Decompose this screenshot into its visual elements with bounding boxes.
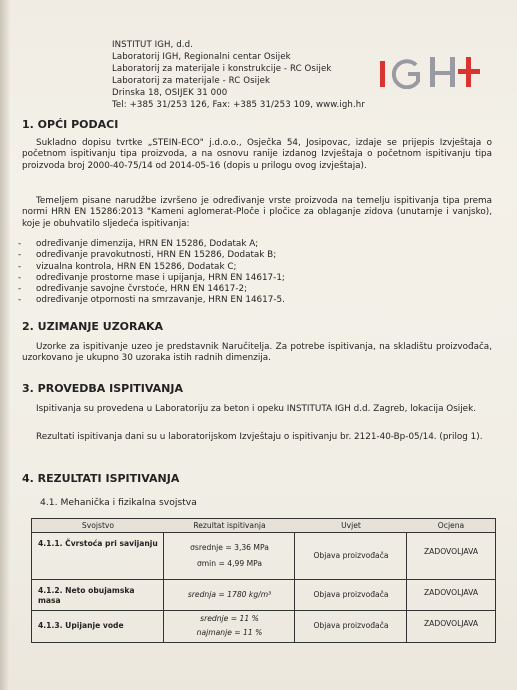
row-condition: Objava proizvođača	[313, 590, 389, 599]
test-list	[18, 239, 285, 307]
row-result: σsrednje = 3,36 MPa	[190, 543, 269, 552]
list-item: - određivanje dimenzija, HRN EN 15286, Dodatak A;	[18, 239, 259, 249]
table-row	[32, 580, 495, 611]
paragraph: Rezultati ispitivanja dani su u laboratorijskom Izvještaju o ispitivanju br. 2121-40-Bp-05/14. (prilog 1).	[36, 432, 483, 442]
row-grade: ZADOVOLJAVA	[423, 619, 479, 628]
row-result: srednja = 1780 kg/m³	[187, 590, 272, 599]
table-row	[32, 533, 495, 580]
org-line: INSTITUT IGH, d.d.	[112, 40, 194, 50]
org-line: Laboratorij za materijale i konstrukcije - RC Osijek	[112, 64, 332, 74]
paragraph: Uzorke za ispitivanje uzeo je predstavnik Naručitelja. Za potrebe ispitivanja, na skladištu proizvođača, uzorkovano je ukupno 30 uzoraka istih radnih dimenzija.	[22, 342, 492, 364]
row-property: 4.1.3. Upijanje vode	[38, 621, 124, 630]
list-item: - vizualna kontrola, HRN EN 15286, Dodatak C;	[18, 261, 237, 272]
section-title: 2. UZIMANJE UZORAKA	[22, 320, 164, 333]
paragraph: Sukladno dopisu tvrtke „STEIN-ECO" j.d.o.o., Osječka 54, Josipovac, izdaje se prijepis Izvještaja o početnom ispitivanju tipa proizvoda, a na osnovu ranije izdanog Izvještaja o početnom ispitivanju tipa proizvoda broj 2000-40-75/14 od 2014-05-16 (dopis u prilogu ovog izvještaja).	[22, 138, 492, 171]
row-result: srednje = 11 %	[200, 614, 259, 623]
paragraph: Temeljem pisane narudžbe izvršeno je određivanje vrste proizvoda na temelju ispitivanja tipa prema normi HRN EN 15286:2013 "Kameni aglomerat-Ploče i pločice za oblaganje zidova (unutarnje i vanjsko), koje je obuhvatilo sljedeća ispitivanja:	[22, 196, 492, 229]
org-line: Drinska 18, OSIJEK 31 000	[112, 88, 228, 98]
row-condition: Objava proizvođača	[313, 551, 389, 560]
org-line: Laboratorij za materijale - RC Osijek	[112, 76, 271, 86]
org-line: Tel: +385 31/253 126, Fax: +385 31/253 109, www.igh.hr	[112, 100, 365, 110]
header-ocjena: Ocjena	[437, 521, 465, 530]
row-grade: ZADOVOLJAVA	[423, 588, 479, 597]
table-header-row	[32, 519, 495, 533]
table-row	[32, 611, 495, 642]
results-table	[31, 518, 496, 643]
paragraph: Ispitivanja su provedena u Laboratoriju za beton i opeku INSTITUTA IGH d.d. Zagreb, lokacija Osijek.	[36, 404, 476, 414]
row-condition: Objava proizvođača	[313, 621, 389, 630]
list-item: - određivanje savojne čvrstoće, HRN EN 14617-2;	[18, 284, 248, 295]
org-line: Laboratorij IGH, Regionalni centar Osijek	[112, 52, 291, 62]
list-item: - određivanje prostorne mase i upijanja, HRN EN 14617-1;	[18, 272, 285, 283]
igh-logo	[378, 55, 488, 89]
row-result: σmin = 4,99 MPa	[196, 559, 263, 568]
row-property: 4.1.2. Neto obujamska masa	[38, 586, 135, 605]
row-result: najmanje = 11 %	[196, 628, 263, 637]
section-title: 4. REZULTATI ISPITIVANJA	[22, 472, 180, 485]
section-title: 1. OPĆI PODACI	[22, 118, 119, 131]
header-uvjet: Uvjet	[341, 521, 361, 530]
row-grade: ZADOVOLJAVA	[423, 547, 479, 556]
header-svojstvo: Svojstvo	[81, 521, 115, 530]
row-property: 4.1.1. Čvrstoća pri savijanju	[38, 539, 158, 548]
section-title: 3. PROVEDBA ISPITIVANJA	[22, 382, 183, 395]
page-shadow	[0, 0, 10, 690]
list-item: - određivanje otpornosti na smrzavanje, HRN EN 14617-5.	[18, 295, 285, 306]
list-item: - određivanje pravokutnosti, HRN EN 15286, Dodatak B;	[18, 250, 277, 261]
header-rezultat: Rezultat ispitivanja	[193, 521, 266, 530]
subsection-title: 4.1. Mehanička i fizikalna svojstva	[40, 497, 197, 508]
